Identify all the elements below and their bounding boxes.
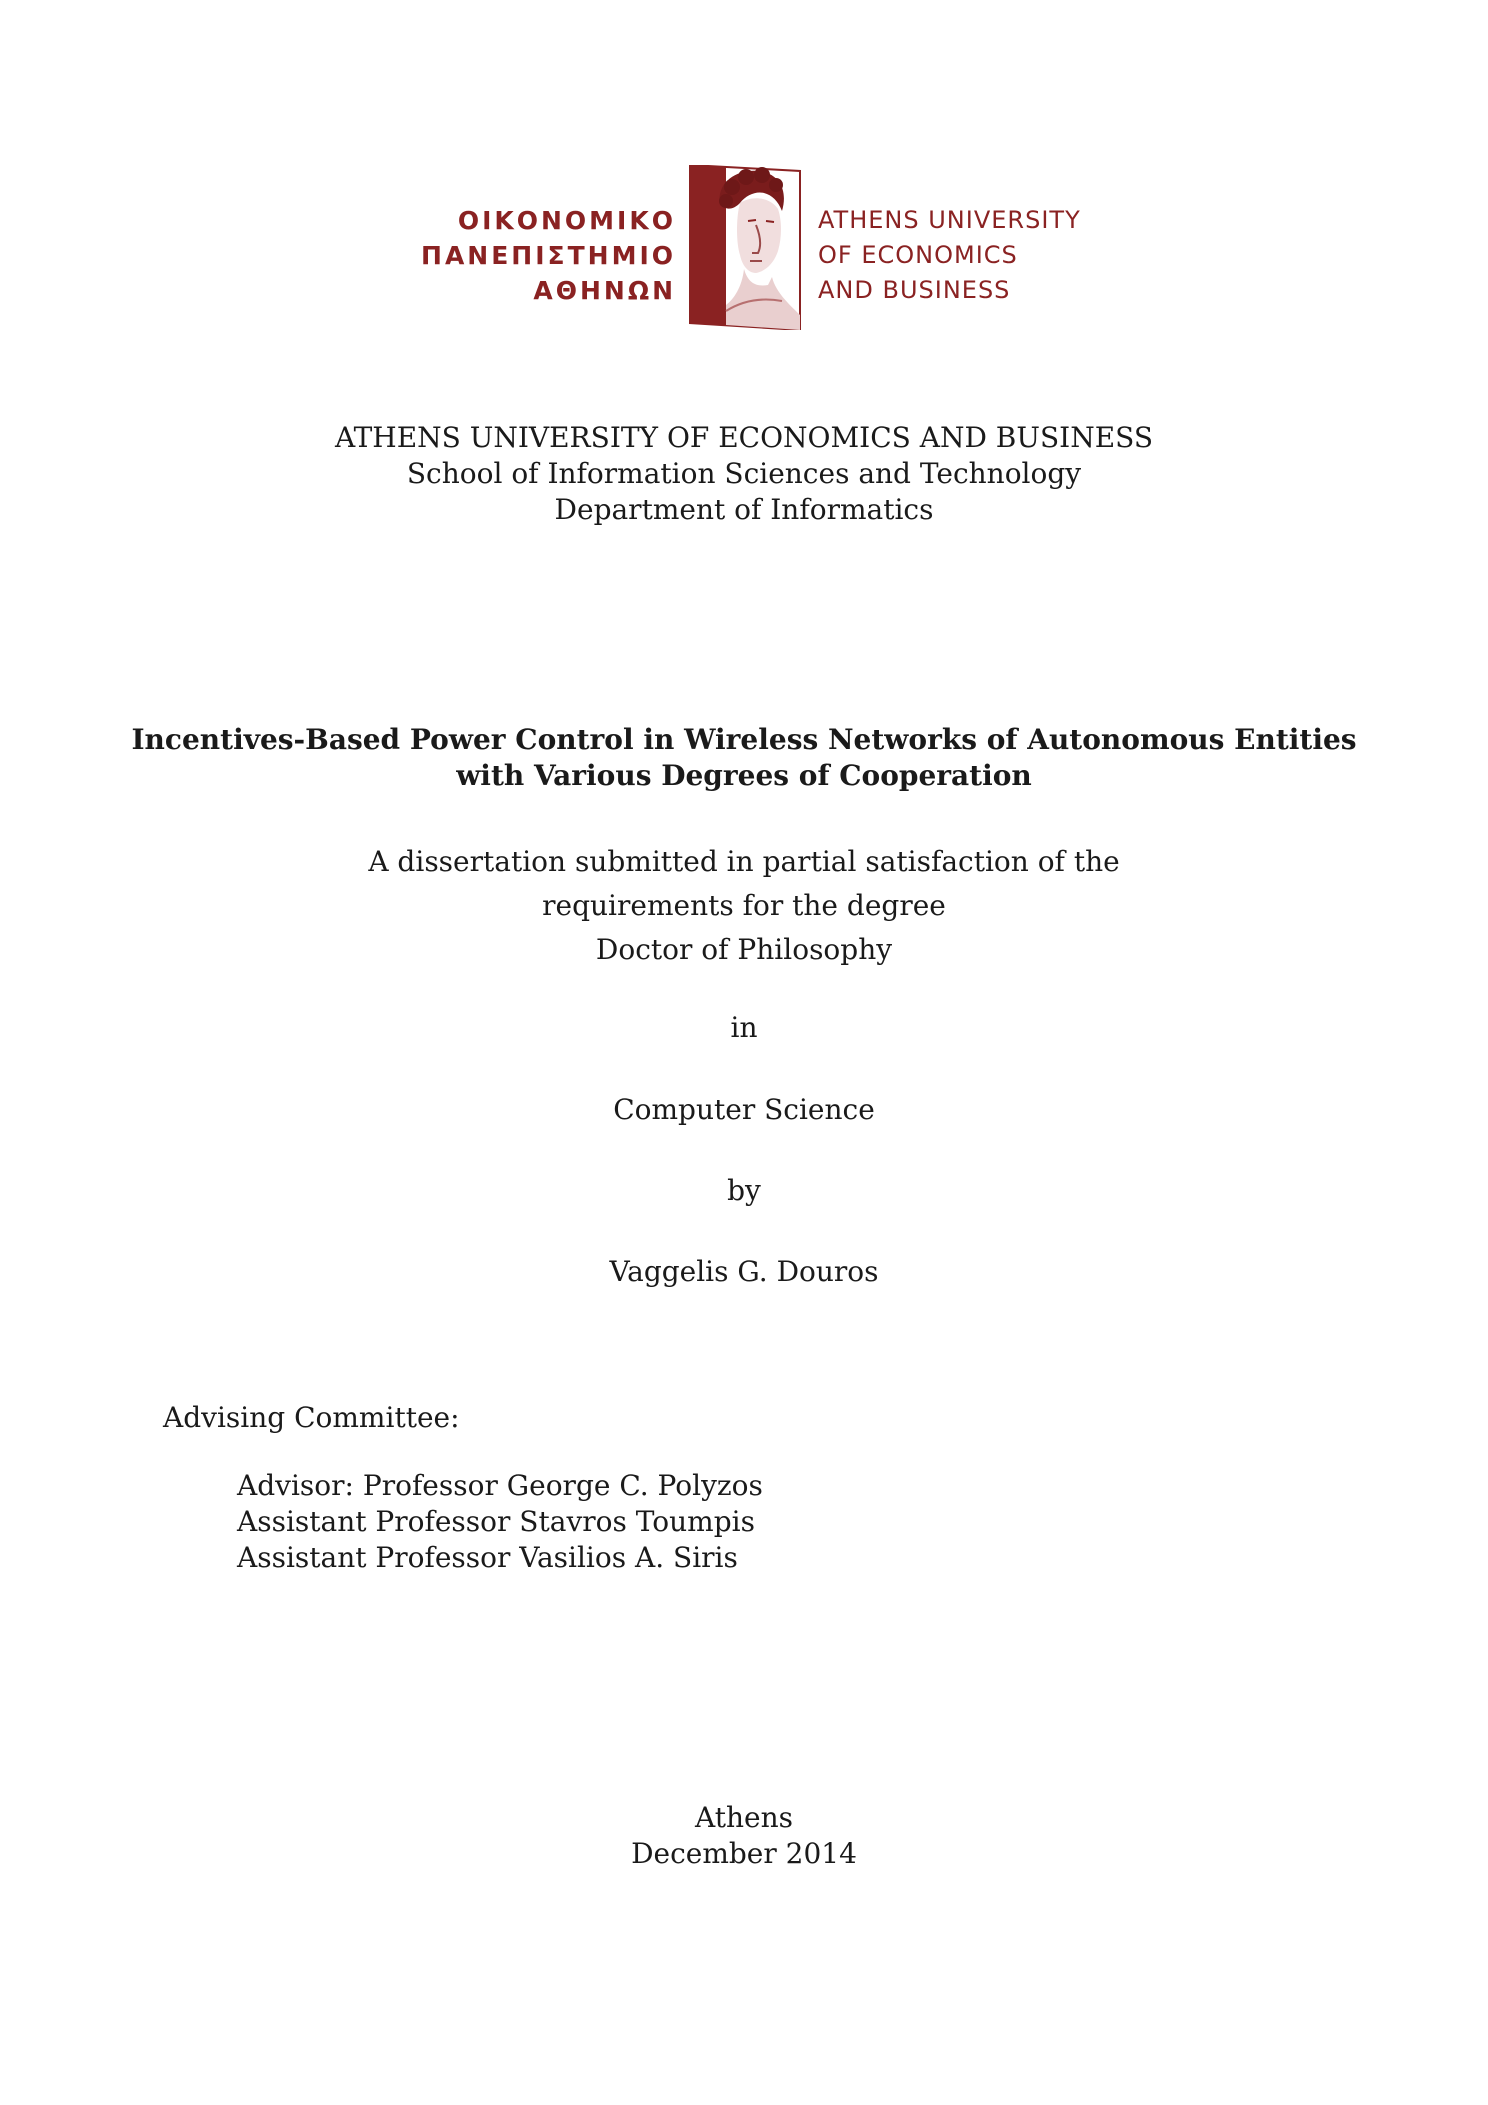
logo-greek-name	[390, 203, 676, 308]
university-logo	[390, 165, 1110, 340]
logo-greek-line: ΟΙΚΟΝΟΜΙΚΟ	[457, 206, 676, 235]
author-name: Vaggelis G. Douros	[609, 1255, 879, 1288]
logo-english-line: ATHENS UNIVERSITY	[818, 206, 1081, 234]
title-line: with Various Degrees of Cooperation	[456, 759, 1032, 792]
committee-member: Advisor: Professor George C. Polyzos	[237, 1469, 763, 1502]
committee-list	[237, 1468, 763, 1576]
classical-bust-icon	[686, 165, 804, 330]
submission-line: A dissertation submitted in partial satisfaction of the	[368, 845, 1120, 878]
dissertation-title	[0, 722, 1488, 794]
title-line: Incentives-Based Power Control in Wireless Networks of Autonomous Entities	[131, 723, 1357, 756]
department-name: Department of Informatics	[554, 493, 934, 526]
date: December 2014	[631, 1837, 857, 1870]
in-word: in	[730, 1011, 758, 1044]
logo-english-name	[818, 203, 1118, 308]
university-name: ATHENS UNIVERSITY OF ECONOMICS AND BUSINESS	[334, 421, 1154, 454]
logo-greek-line: ΠΑΝΕΠΙΣΤΗΜΙΟ	[421, 241, 676, 270]
by-word: by	[727, 1174, 761, 1207]
degree-name: Doctor of Philosophy	[595, 933, 893, 966]
committee-member: Assistant Professor Vasilios A. Siris	[237, 1541, 738, 1574]
field-of-study: Computer Science	[613, 1093, 875, 1126]
submission-line: requirements for the degree	[542, 889, 946, 922]
place-date-block	[0, 1800, 1488, 1872]
place: Athens	[695, 1801, 793, 1834]
committee-label: Advising Committee:	[163, 1401, 460, 1434]
logo-english-line: AND BUSINESS	[818, 276, 1011, 304]
committee-member: Assistant Professor Stavros Toumpis	[237, 1505, 755, 1538]
logo-english-line: OF ECONOMICS	[818, 241, 1018, 269]
school-name: School of Information Sciences and Technology	[406, 457, 1082, 490]
logo-greek-line: ΑΘΗΝΩΝ	[533, 276, 676, 305]
submission-statement	[0, 840, 1488, 972]
institution-block	[0, 420, 1488, 528]
